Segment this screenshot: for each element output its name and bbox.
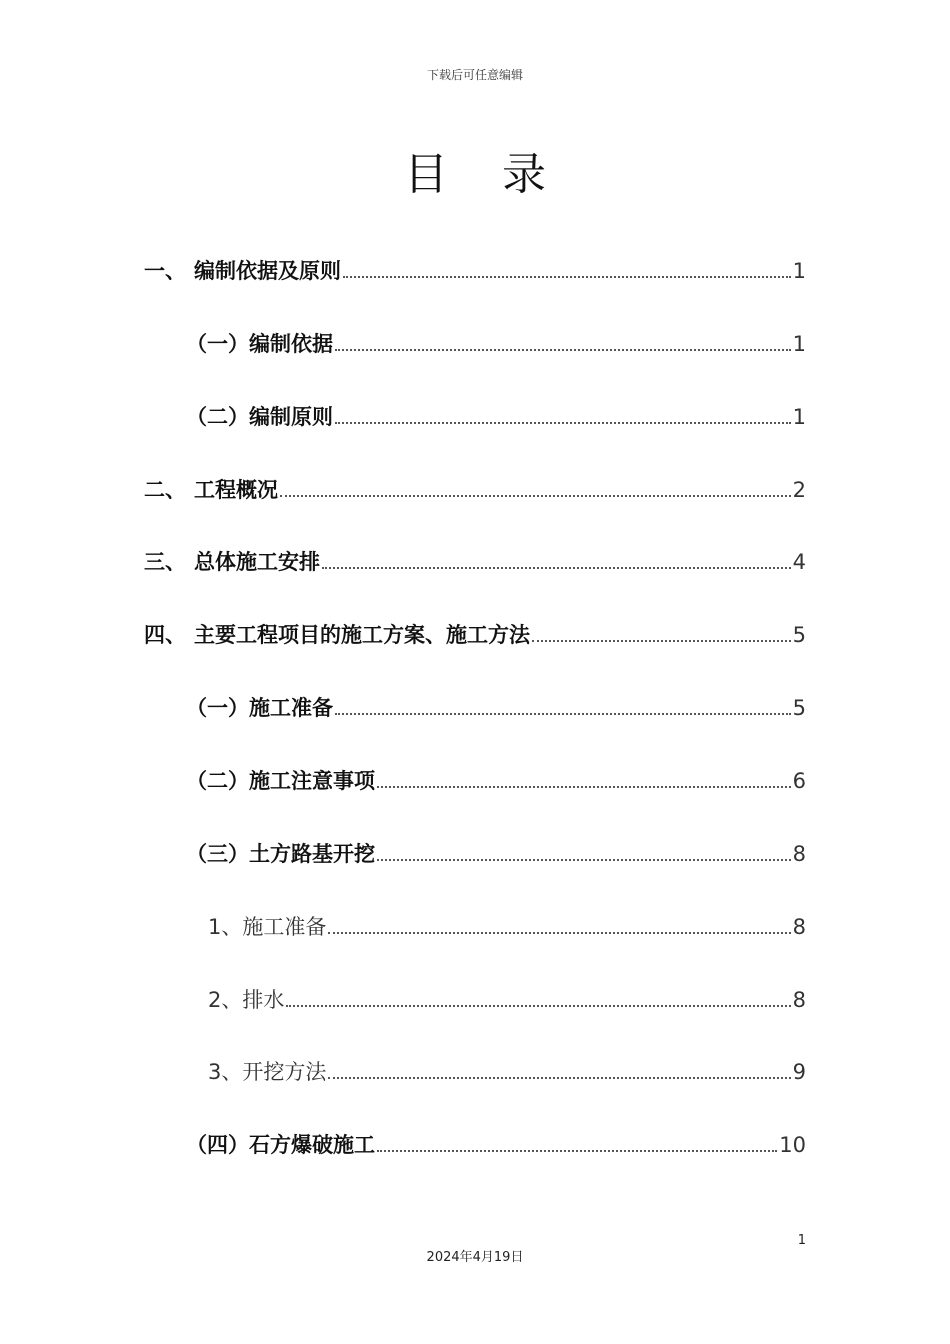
- dot-leader: [532, 640, 791, 642]
- toc-entry-number: （四）: [186, 1133, 249, 1157]
- dot-leader: [328, 1077, 790, 1079]
- toc-entry-text: 工程概况: [194, 478, 278, 502]
- toc-entry[interactable]: [186, 1124, 806, 1158]
- toc-entry-label: [208, 914, 326, 940]
- toc-entry-text: 施工准备: [249, 696, 333, 720]
- toc-entry-text: 开挖方法: [242, 1060, 327, 1084]
- toc-entry-page: 5: [792, 623, 806, 647]
- toc-entry-label: [144, 477, 278, 503]
- toc-entry-label: [186, 1132, 375, 1158]
- toc-entry-text: 编制依据及原则: [194, 259, 341, 283]
- toc-entry-label: [186, 695, 333, 721]
- dot-leader: [280, 495, 791, 497]
- toc-entry-text: 施工注意事项: [249, 769, 375, 793]
- toc-entry-page: 6: [792, 769, 806, 793]
- toc-entry-number: （一）: [186, 332, 249, 356]
- toc-entry[interactable]: [186, 760, 806, 794]
- dot-leader: [377, 859, 791, 861]
- toc-entry[interactable]: [186, 833, 806, 867]
- toc-entry-label: [208, 1059, 326, 1085]
- toc-entry-number: （三）: [186, 842, 249, 866]
- toc-entry[interactable]: [186, 396, 806, 430]
- toc-entry-label: [186, 331, 333, 357]
- dot-leader: [343, 276, 791, 278]
- toc-entry-page: 1: [792, 405, 806, 429]
- header-note: 下载后可任意编辑: [426, 68, 523, 82]
- toc-entry-number: 二、: [144, 478, 186, 502]
- toc-entry[interactable]: [144, 614, 806, 648]
- dot-leader: [322, 567, 791, 569]
- toc-entry-page: 4: [792, 550, 806, 574]
- toc-entry-label: [186, 768, 375, 794]
- toc-entry-label: [186, 841, 375, 867]
- toc-entry-text: 石方爆破施工: [249, 1133, 375, 1157]
- toc-entry[interactable]: [208, 906, 806, 940]
- dot-leader: [328, 932, 790, 934]
- toc-entry-text: 排水: [242, 988, 285, 1012]
- dot-leader: [335, 349, 791, 351]
- toc-entry-label: [144, 549, 320, 575]
- toc-entry[interactable]: [144, 250, 806, 284]
- toc-entry-label: [144, 622, 530, 648]
- toc-entry-text: 主要工程项目的施工方案、施工方法: [194, 623, 530, 647]
- toc-entry-label: [186, 404, 333, 430]
- dot-leader: [286, 1005, 790, 1007]
- toc-entry-page: 1: [792, 259, 806, 283]
- toc-entry-text: 编制原则: [249, 405, 333, 429]
- toc-entry-page: 9: [792, 1060, 806, 1084]
- toc-entry[interactable]: [144, 541, 806, 575]
- toc-entry-number: 三、: [144, 550, 186, 574]
- toc-entry-page: 1: [792, 332, 806, 356]
- toc-entry-page: 8: [792, 988, 806, 1012]
- toc-entry[interactable]: [186, 323, 806, 357]
- dot-leader: [335, 713, 791, 715]
- toc-entry-page: 8: [792, 915, 806, 939]
- page-number: 1: [797, 1233, 806, 1248]
- toc-entry-number: 2、: [208, 988, 243, 1012]
- toc-entry[interactable]: [144, 469, 806, 503]
- toc-entry-text: 总体施工安排: [194, 550, 320, 574]
- dot-leader: [377, 1150, 777, 1152]
- toc-entry-number: 四、: [144, 623, 186, 647]
- toc-entry-number: 1、: [208, 915, 243, 939]
- dot-leader: [335, 422, 791, 424]
- toc-entry-page: 8: [792, 842, 806, 866]
- toc-entry-number: （一）: [186, 696, 249, 720]
- toc-entry[interactable]: [208, 1051, 806, 1085]
- toc-entry-label: [208, 987, 284, 1013]
- toc-entry-page: 5: [792, 696, 806, 720]
- toc-entry-number: 一、: [144, 259, 186, 283]
- footer-date: 2024年4月19日: [426, 1250, 524, 1265]
- toc-entry-text: 土方路基开挖: [249, 842, 375, 866]
- toc-entry-number: 3、: [208, 1060, 243, 1084]
- toc-entry-number: （二）: [186, 405, 249, 429]
- toc-title: 目 录: [404, 149, 566, 200]
- toc-entry-text: 编制依据: [249, 332, 333, 356]
- toc-entry-label: [144, 258, 341, 284]
- toc-entry-page: 2: [792, 478, 806, 502]
- toc-entry[interactable]: [208, 979, 806, 1013]
- toc-entry-number: （二）: [186, 769, 249, 793]
- toc-entry-text: 施工准备: [242, 915, 327, 939]
- toc-entry[interactable]: [186, 687, 806, 721]
- toc-entry-page: 10: [779, 1133, 806, 1157]
- dot-leader: [377, 786, 791, 788]
